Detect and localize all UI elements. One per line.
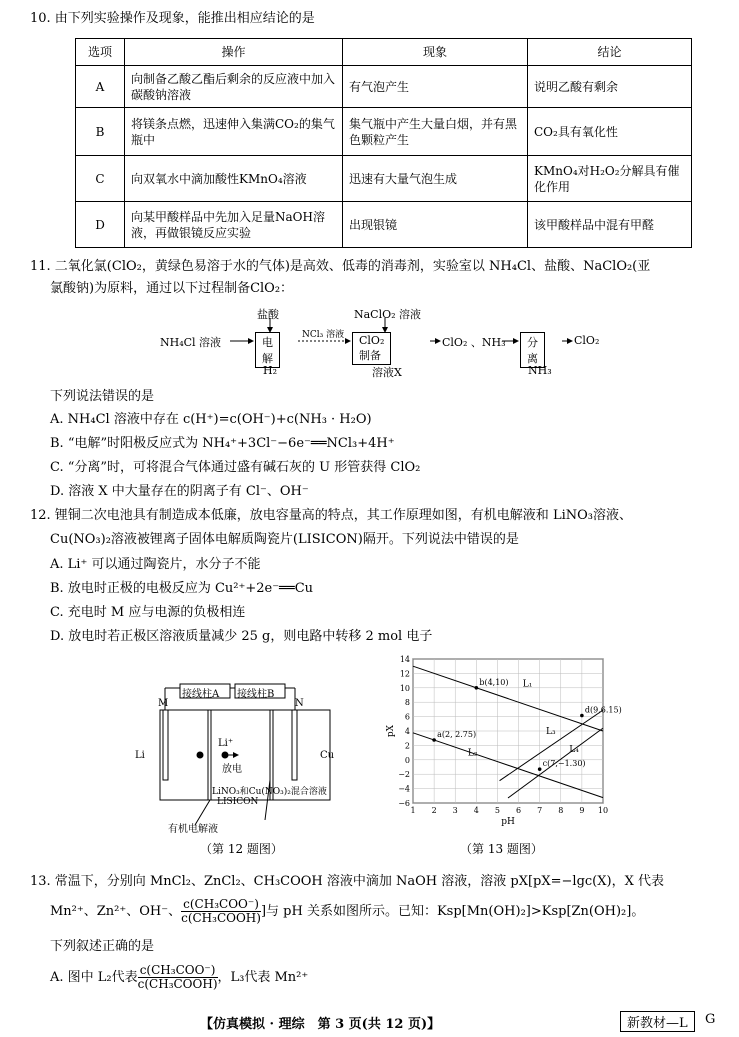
x-tick-label: 9 bbox=[579, 806, 585, 815]
q13-chart bbox=[385, 655, 625, 835]
fraction bbox=[181, 898, 261, 925]
page-footer: 【仿真模拟 · 理综 第 3 页(共 12 页)】 bbox=[200, 1017, 441, 1032]
cu-electrode-label: Cu bbox=[320, 750, 335, 761]
flow-box-electrolysis: 电解 bbox=[255, 332, 280, 368]
table-cell: 该甲酸样品中混有甲醛 bbox=[528, 202, 692, 248]
x-tick-label: 10 bbox=[597, 806, 609, 815]
table-cell: CO₂具有氧化性 bbox=[528, 108, 692, 156]
y-tick-label: 0 bbox=[404, 755, 410, 765]
table-row bbox=[76, 156, 692, 202]
footer-suffix: G bbox=[705, 1012, 716, 1027]
flow-hcl: 盐酸 bbox=[257, 308, 279, 321]
table-cell: C bbox=[76, 156, 125, 202]
q13-option-a bbox=[50, 964, 739, 991]
flow-ncl3: NCl₃ 溶液 bbox=[302, 330, 345, 340]
table-cell: 说明乙酸有剩余 bbox=[528, 66, 692, 108]
q13-stem2-suffix: ]与 pH 关系如图所示。已知：Ksp[Mn(OH)₂]>Ksp[Zn(OH)₂]。 bbox=[260, 904, 645, 919]
footer-tag: 新教材—L bbox=[620, 1011, 695, 1032]
table-cell: 出现银镜 bbox=[343, 202, 528, 248]
table-header: 结论 bbox=[528, 39, 692, 66]
mix-solution-label: LiNO₃和Cu(NO₃)₂混合溶液 bbox=[212, 787, 327, 797]
series-label: L₁ bbox=[522, 679, 533, 690]
point-label: b(4,10) bbox=[479, 677, 509, 687]
table-cell: 集气瓶中产生大量白烟，并有黑色颗粒产生 bbox=[343, 108, 528, 156]
figure-13-caption: （第 13 题图） bbox=[460, 842, 543, 856]
table-cell: A bbox=[76, 66, 125, 108]
flow-naclo2: NaClO₂ 溶液 bbox=[354, 308, 422, 321]
q12-option-d: D. 放电时若正极区溶液质量减少 25 g，则电路中转移 2 mol 电子 bbox=[50, 629, 433, 644]
x-tick-label: 4 bbox=[473, 806, 479, 815]
y-tick-label: −4 bbox=[398, 784, 410, 794]
post-b-label: 接线柱B bbox=[237, 689, 275, 700]
table-header: 现象 bbox=[343, 39, 528, 66]
q13-option-a-prefix: A. 图中 L₂代表 bbox=[50, 970, 138, 985]
x-tick-label: 8 bbox=[558, 806, 564, 815]
q11-prompt: 下列说法错误的是 bbox=[50, 389, 155, 404]
lisicon-label: LISICON bbox=[217, 797, 259, 807]
q11-option-a: A. NH₄Cl 溶液中存在 c(H⁺)=c(OH⁻)+c(NH₃ · H₂O) bbox=[50, 412, 372, 427]
x-axis-label: pH bbox=[501, 817, 515, 827]
table-header: 选项 bbox=[76, 39, 125, 66]
table-cell: 向双氧水中滴加酸性KMnO₄溶液 bbox=[125, 156, 343, 202]
flow-output: ClO₂ bbox=[574, 334, 600, 347]
y-tick-label: 14 bbox=[399, 655, 410, 664]
flow-mid-gases: ClO₂ 、NH₃ bbox=[442, 336, 506, 349]
table-cell: 将镁条点燃，迅速伸入集满CO₂的集气瓶中 bbox=[125, 108, 343, 156]
series-label: L₄ bbox=[569, 744, 579, 755]
table-row bbox=[76, 202, 692, 248]
q10-table bbox=[75, 38, 692, 248]
fraction-numerator: c(CH₃COO⁻) bbox=[138, 964, 218, 978]
table-row bbox=[76, 66, 692, 108]
data-point bbox=[432, 738, 436, 742]
y-tick-label: 8 bbox=[404, 698, 410, 708]
q12-option-b: B. 放电时正极的电极反应为 Cu²⁺+2e⁻══Cu bbox=[50, 581, 314, 596]
q12-stem-line1: 12. 锂铜二次电池具有制造成本低廉，放电容量高的特点，其工作原理如图，有机电解液和 LiNO₃溶液、 bbox=[30, 508, 632, 523]
series-label: L₃ bbox=[546, 726, 556, 737]
table-cell: 迅速有大量气泡生成 bbox=[343, 156, 528, 202]
series-line bbox=[413, 666, 603, 731]
table-cell: D bbox=[76, 202, 125, 248]
y-tick-label: 12 bbox=[399, 669, 410, 679]
n-label: N bbox=[295, 698, 304, 709]
y-tick-label: 10 bbox=[399, 683, 410, 693]
table-cell: 向制备乙酸乙酯后剩余的反应液中加入碳酸钠溶液 bbox=[125, 66, 343, 108]
q13-stem-line1: 13. 常温下，分别向 MnCl₂、ZnCl₂、CH₃COOH 溶液中滴加 NaOH 溶液，溶液 pX[pX=−lgc(X)，X 代表 bbox=[30, 874, 664, 889]
table-header-row bbox=[76, 39, 692, 66]
x-tick-label: 1 bbox=[410, 806, 416, 815]
q11-option-d: D. 溶液 X 中大量存在的阴离子有 Cl⁻、OH⁻ bbox=[50, 484, 309, 499]
q13-prompt: 下列叙述正确的是 bbox=[50, 939, 155, 954]
x-tick-label: 3 bbox=[452, 806, 458, 815]
q11-stem-line1: 11. 二氧化氯(ClO₂，黄绿色易溶于水的气体)是高效、低毒的消毒剂，实验室以 NH₄Cl、盐酸、NaClO₂(亚 bbox=[30, 259, 651, 274]
data-point bbox=[538, 767, 542, 771]
data-point bbox=[475, 686, 479, 690]
table-cell: 有气泡产生 bbox=[343, 66, 528, 108]
y-tick-label: −2 bbox=[398, 770, 410, 780]
li-ion-label: Li⁺ bbox=[218, 738, 234, 749]
flow-box-separation: 分离 bbox=[520, 332, 545, 368]
flow-solution-x: 溶液X bbox=[372, 366, 402, 379]
flow-nh3: NH₃ bbox=[528, 364, 552, 377]
table-row bbox=[76, 108, 692, 156]
table-cell: 向某甲酸样品中先加入足量NaOH溶液，再做银镜反应实验 bbox=[125, 202, 343, 248]
q11-stem-line2: 氯酸钠)为原料，通过以下过程制备ClO₂： bbox=[50, 281, 294, 296]
y-axis-label: pX bbox=[386, 724, 396, 738]
series-label: L₂ bbox=[467, 748, 478, 759]
figure-12-caption: （第 12 题图） bbox=[200, 842, 283, 856]
table-cell: B bbox=[76, 108, 125, 156]
table-header: 操作 bbox=[125, 39, 343, 66]
q12-stem-line2: Cu(NO₃)₂溶液被锂离子固体电解质陶瓷片(LISICON)隔开。下列说法中错误的是 bbox=[50, 532, 519, 547]
table-cell: KMnO₄对H₂O₂分解具有催化作用 bbox=[528, 156, 692, 202]
q13-stem-line2 bbox=[50, 898, 739, 925]
y-tick-label: −6 bbox=[398, 799, 410, 808]
x-tick-label: 2 bbox=[431, 806, 437, 815]
q12-option-a: A. Li⁺ 可以通过陶瓷片，水分子不能 bbox=[50, 557, 261, 572]
post-a-label: 接线柱A bbox=[182, 689, 220, 700]
y-tick-label: 4 bbox=[404, 727, 410, 736]
fraction-denominator: c(CH₃COOH) bbox=[137, 977, 218, 991]
q13-option-a-suffix: ，L₃代表 Mn²⁺ bbox=[217, 970, 309, 985]
m-label: M bbox=[158, 698, 169, 709]
flow-box-clo2-prep: ClO₂ 制备 bbox=[352, 332, 391, 365]
q10-stem: 10. 由下列实验操作及现象，能推出相应结论的是 bbox=[30, 11, 315, 26]
q11-option-c: C. “分离”时，可将混合气体通过盛有碱石灰的 U 形管获得 ClO₂ bbox=[50, 460, 421, 475]
q11-option-b: B. “电解”时阳极反应式为 NH₄⁺+3Cl⁻−6e⁻══NCl₃+4H⁺ bbox=[50, 436, 395, 451]
q12-option-c: C. 充电时 M 应与电源的负极相连 bbox=[50, 605, 246, 620]
y-tick-label: 6 bbox=[404, 712, 410, 722]
point-label: d(9,6.15) bbox=[584, 705, 622, 715]
q13-stem2-prefix: Mn²⁺、Zn²⁺、OH⁻、 bbox=[50, 904, 182, 919]
discharge-label: 放电 bbox=[222, 764, 242, 775]
x-tick-label: 5 bbox=[494, 806, 500, 815]
fraction-numerator: c(CH₃COO⁻) bbox=[181, 898, 261, 912]
point-label: a(2, 2.75) bbox=[437, 730, 477, 739]
x-tick-label: 6 bbox=[516, 806, 522, 815]
y-tick-label: 2 bbox=[404, 741, 410, 751]
data-point bbox=[580, 714, 584, 718]
q12-figure bbox=[120, 680, 360, 840]
x-tick-label: 7 bbox=[537, 806, 543, 815]
li-electrode-label: Li bbox=[135, 750, 145, 761]
point-label: c(7,−1.30) bbox=[542, 759, 586, 769]
fraction-denominator: c(CH₃COOH) bbox=[181, 911, 261, 925]
fraction bbox=[138, 964, 218, 991]
flow-input: NH₄Cl 溶液 bbox=[160, 336, 222, 349]
flow-h2: H₂ bbox=[263, 364, 278, 377]
organic-electrolyte-label: 有机电解液 bbox=[168, 824, 218, 835]
